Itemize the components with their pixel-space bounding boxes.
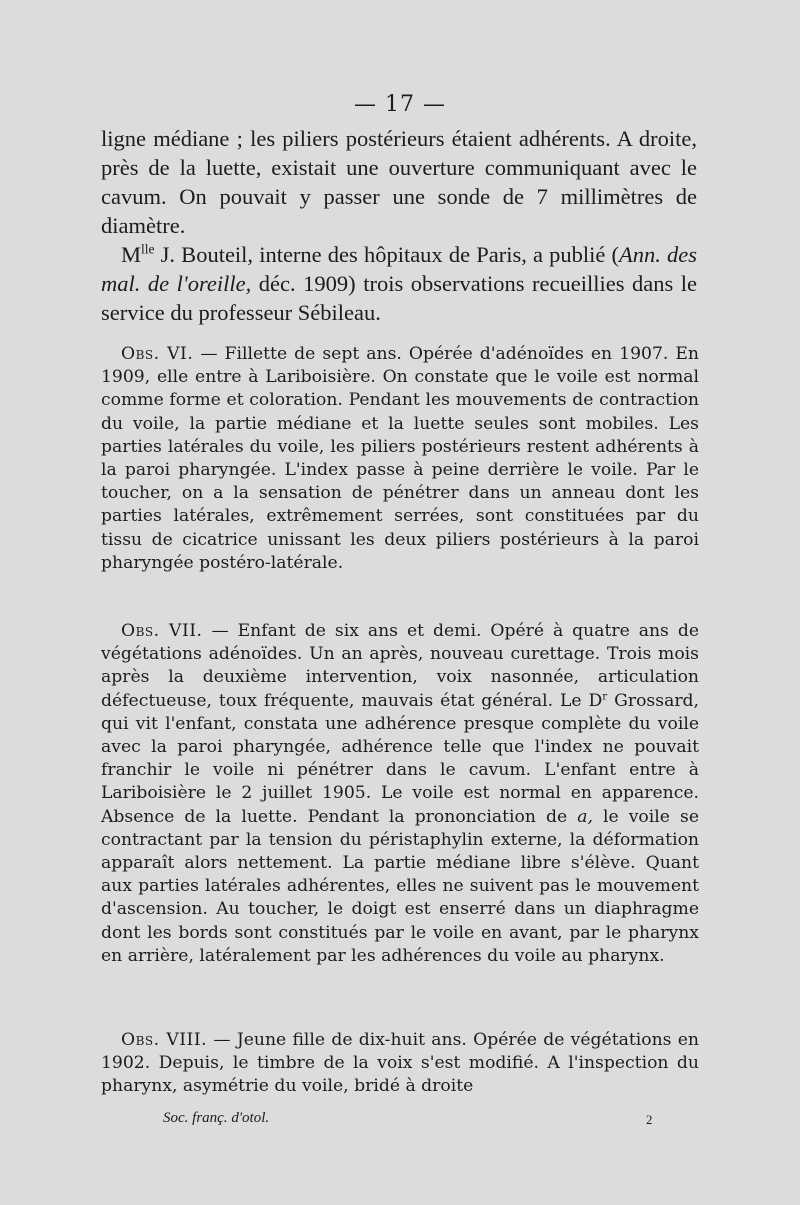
author-text: J. Bouteil, interne des hôpitaux de Paris, a publié ( [154, 242, 619, 267]
observation-6-text [101, 343, 699, 575]
page-number: — 17 — [354, 92, 446, 117]
footer-signature: 2 [646, 1112, 653, 1127]
observation-8-body: — Jeune fille de dix-huit ans. Opérée de végétations en 1902. Depuis, le timbre de la voix s'est modifié. A l'inspection du pharynx, asymétrie du voile, bridé à droite [101, 1030, 699, 1097]
observation-6-body: — Fillette de sept ans. Opérée d'adénoïdes en 1907. En 1909, elle entre à Lariboisière. On constate que le voile est normal comme forme et coloration. Pendant les mouvements de contraction du voile, la partie médiane et la luette seules sont mobiles. Les parties latérales du voile, les piliers postérieurs restent adhérents à la paroi pharyngée. L'index passe à peine derrière le voile. Par le toucher, on a la sensation de pénétrer dans un anneau dont les parties latérales, extrêmement serrées, sont constituées par du tissu de cicatrice unissant les deux piliers postérieurs à la paroi pharyngée postéro-latérale. [101, 344, 699, 573]
title-abbrev-sup: lle [141, 241, 155, 257]
doctor-sup: r [602, 689, 608, 702]
observation-7-label: Obs. VII. [121, 621, 203, 641]
footer-society: Soc. franç. d'otol. [163, 1110, 270, 1126]
intro-rest: déc. 1909) trois observations recueillies dans le service du professeur Sébileau. [101, 271, 697, 325]
observation-6 [101, 343, 699, 575]
observation-8-text [101, 1029, 699, 1099]
observation-6-label: Obs. VI. [121, 344, 194, 364]
observation-7-text [101, 620, 699, 968]
intro-paragraph-2 [101, 240, 697, 327]
observation-7 [101, 620, 699, 968]
intro-section [101, 124, 697, 327]
observation-8 [101, 1029, 699, 1099]
vowel-italic: a, [577, 806, 593, 827]
observation-7-body-c: le voile se contractant par la tension du péristaphylin externe, la déformation apparaît alors nettement. La partie médiane libre s'élève. Quant aux parties latérales adhérentes, elles ne suivent pas le mouvement d'ascension. Au toucher, le doigt est enserré dans un diaphragme dont les bords sont constitués par le voile en avant, par le pharynx en arrière, latéralement par les adhérences du voile au pharynx. [101, 806, 699, 966]
observation-7-body-a: — Enfant de six ans et demi. Opéré à quatre ans de végétations adénoïdes. Un an après, nouveau curettage. Trois mois après la deuxième intervention, voix nasonnée, articulation défectueuse, toux fréquente, mauvais état général. Le D [101, 621, 700, 711]
observation-8-label: Obs. VIII. [121, 1030, 208, 1050]
intro-paragraph-1: ligne médiane ; les piliers postérieurs étaient adhérents. A droite, près de la luette, existait une ouverture communiquant avec le cavum. On pouvait y passer une sonde de 7 millimètres de diamètre. [101, 126, 697, 238]
observation-7-body-b: Grossard, qui vit l'enfant, constata une adhérence presque complète du voile avec la paroi pharyngée, adhérence telle que l'index ne pouvait franchir le voile ni pénétrer dans le cavum. L'enfant entre à Lariboisière le 2 juillet 1905. Le voile est normal en apparence. Absence de la luette. Pendant la prononciation de [101, 690, 700, 827]
journal-title: Ann. des mal. de l'oreille, [101, 242, 697, 296]
title-abbrev: M [121, 242, 142, 267]
